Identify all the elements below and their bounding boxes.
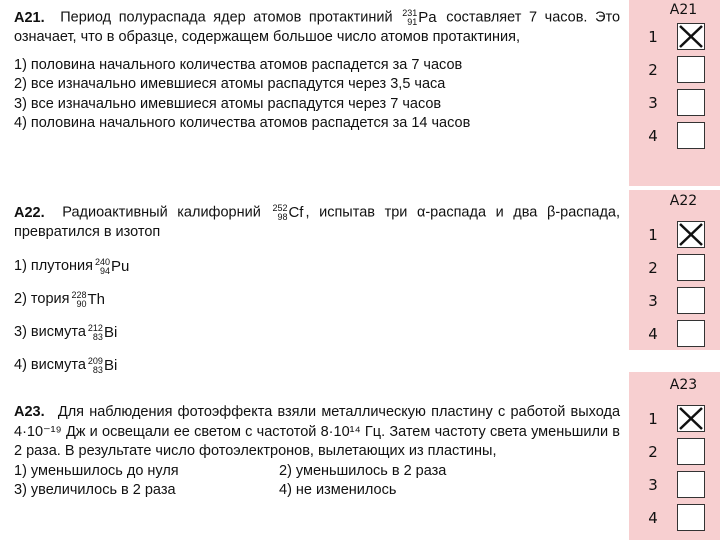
answer-row (629, 501, 720, 534)
question-a23 (14, 403, 620, 501)
answer-row (629, 20, 720, 53)
row-number: 2 (648, 60, 658, 79)
answer-checkbox[interactable] (677, 471, 705, 498)
row-number: 2 (648, 442, 658, 461)
question-id: A21. (14, 9, 45, 26)
row-number: 4 (648, 324, 658, 343)
atomic-number: 83 (92, 332, 103, 343)
answer-row (629, 435, 720, 468)
question-text-part1: Радиоактивный калифорний (62, 204, 261, 221)
question-a21 (14, 8, 620, 134)
option-label: 3) висмута (14, 324, 86, 341)
mass-number: 252 (272, 202, 288, 213)
answer-option-3: 3) увеличилось в 2 раза (14, 482, 176, 498)
question-text (14, 403, 620, 462)
answer-row (629, 317, 720, 350)
element-symbol: Bi (103, 357, 118, 375)
answer-row-1 (14, 462, 620, 482)
answer-row (629, 251, 720, 284)
isotope (88, 356, 117, 376)
answer-row (629, 86, 720, 119)
cross-mark-icon (678, 406, 704, 431)
isotope (71, 290, 105, 310)
question-text (14, 203, 620, 243)
answer-option-1 (14, 251, 620, 284)
question-id: А23. (14, 404, 45, 420)
answer-checkbox[interactable] (677, 89, 705, 116)
answer-option-1: 1) уменьшилось до нуля (14, 462, 179, 479)
answer-option-4: 4) не изменилось (279, 482, 397, 498)
element-symbol: Cf (288, 204, 304, 221)
answer-option-2: 2) все изначально имевшиеся атомы распадутся через 3,5 часа (14, 76, 446, 93)
question-a22 (14, 203, 620, 383)
answer-option-3: 3) все изначально имевшиеся атомы распадутся через 7 часов (14, 95, 442, 112)
answer-panel-a22 (629, 190, 720, 350)
atomic-number: 94 (100, 266, 111, 277)
question-text-body: Для наблюдения фотоэффекта взяли металлическую пластину с работой выхода 4·10⁻¹⁹ Дж и освещали ее светом с частотой 8·10¹⁴ Гц. Затем частоту света уменьшили в 2 раза. В результате число фотоэлектронов, вылетающих из пластины, (14, 404, 621, 459)
answer-option-4 (14, 350, 620, 383)
mass-number: 240 (95, 257, 111, 268)
element-symbol: Pa (418, 9, 437, 26)
element-symbol: Pu (111, 258, 130, 276)
cross-mark-icon (678, 24, 704, 49)
question-id: А22. (14, 204, 45, 221)
row-number: 1 (648, 409, 658, 428)
answer-row (629, 468, 720, 501)
answer-checkbox[interactable] (677, 287, 705, 314)
row-number: 1 (648, 27, 658, 46)
question-text-part2: составляет 7 часов. Это означает, что в образце, содержащем большое число атомов протактиния, (14, 9, 621, 46)
answer-checkbox[interactable] (677, 254, 705, 281)
answer-checkbox[interactable] (677, 23, 705, 50)
answer-row (629, 119, 720, 152)
row-number: 3 (648, 291, 658, 310)
answer-checkbox[interactable] (677, 438, 705, 465)
row-number: 3 (648, 475, 658, 494)
answer-panel-a23 (629, 372, 720, 540)
panel-title: A23 (669, 377, 698, 393)
answer-option-2 (14, 284, 620, 317)
row-number: 3 (648, 93, 658, 112)
option-label: 1) плутония (14, 258, 93, 275)
answer-checkbox[interactable] (677, 504, 705, 531)
answer-row-2 (14, 481, 620, 501)
isotope-protactinium (402, 8, 436, 28)
question-text (14, 8, 620, 48)
panel-title: A22 (669, 193, 698, 209)
row-number: 4 (648, 126, 658, 145)
option-label: 2) тория (14, 291, 70, 308)
element-symbol: Th (87, 291, 106, 309)
answer-row (629, 218, 720, 251)
answer-panel-a21 (629, 0, 720, 186)
cross-mark-icon (678, 222, 704, 247)
answer-option-2: 2) уменьшилось в 2 раза (279, 462, 447, 479)
answer-checkbox[interactable] (677, 405, 705, 432)
element-symbol: Bi (103, 324, 118, 342)
atomic-number: 91 (407, 16, 418, 27)
answer-row (629, 402, 720, 435)
row-number: 1 (648, 225, 658, 244)
answer-option-1: 1) половина начального количества атомов распадется за 7 часов (14, 56, 463, 73)
isotope-californium (272, 203, 303, 223)
row-number: 2 (648, 258, 658, 277)
answer-option-3 (14, 317, 620, 350)
atomic-number: 98 (277, 211, 288, 222)
mass-number: 209 (87, 356, 103, 367)
atomic-number: 83 (92, 365, 103, 376)
isotope (88, 323, 117, 343)
mass-number: 228 (71, 290, 87, 301)
atomic-number: 90 (76, 299, 87, 310)
panel-title: A21 (669, 2, 698, 18)
answer-checkbox[interactable] (677, 221, 705, 248)
answer-option-4: 4) половина начального количества атомов распадется за 14 часов (14, 115, 471, 132)
answer-checkbox[interactable] (677, 320, 705, 347)
mass-number: 231 (402, 7, 418, 18)
answer-checkbox[interactable] (677, 56, 705, 83)
answer-checkbox[interactable] (677, 122, 705, 149)
answer-row (629, 284, 720, 317)
option-label: 4) висмута (14, 357, 86, 374)
answer-row (629, 53, 720, 86)
question-text-part2: , испытав три α-распада и два β-распада, превратился в изотоп (14, 204, 620, 241)
row-number: 4 (648, 508, 658, 527)
isotope (95, 257, 129, 277)
question-text-part1: Период полураспада ядер атомов протактиний (60, 9, 393, 26)
mass-number: 212 (87, 323, 103, 334)
